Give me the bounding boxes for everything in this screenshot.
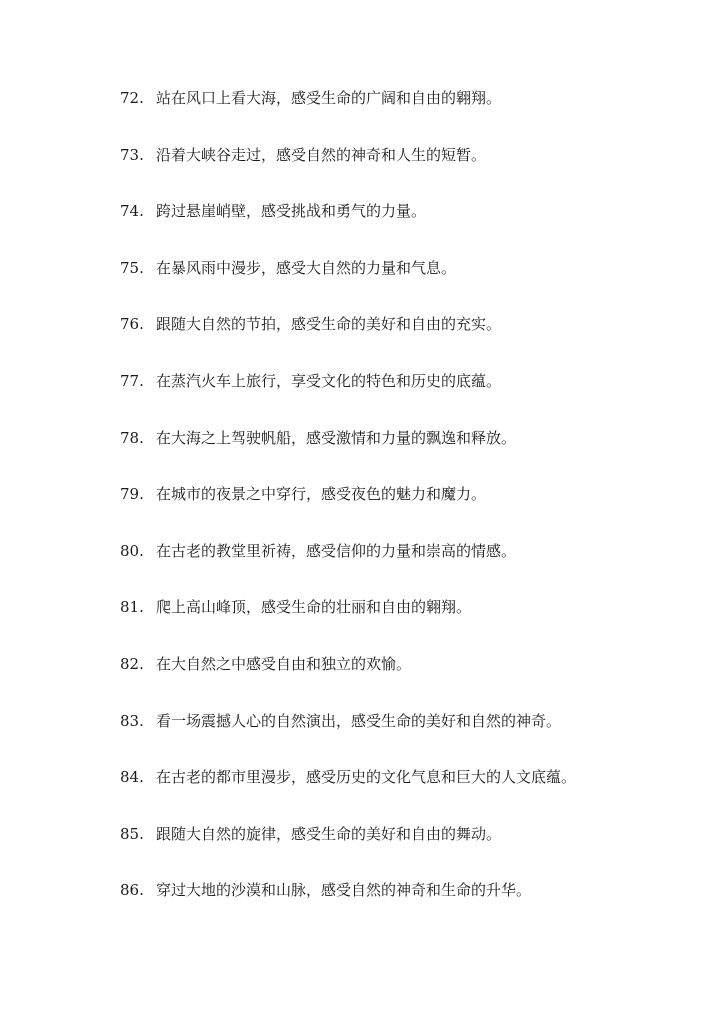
item-text: 在蒸汽火车上旅行，享受文化的特色和历史的底蕴。 <box>156 371 502 390</box>
list-item <box>120 765 700 822</box>
list-item <box>120 878 700 935</box>
list-item <box>120 312 700 369</box>
item-text: 在大海之上驾驶帆船，感受激情和力量的飘逸和释放。 <box>156 428 517 447</box>
item-number: 79. <box>120 485 144 504</box>
list-item <box>120 539 700 596</box>
item-number: 75. <box>120 258 144 277</box>
item-number: 85. <box>120 824 144 843</box>
list-item <box>120 652 700 709</box>
list-item <box>120 143 700 200</box>
item-text: 在城市的夜景之中穿行，感受夜色的魅力和魔力。 <box>156 485 487 504</box>
list-item <box>120 86 700 143</box>
numbered-list <box>120 86 700 935</box>
item-number: 73. <box>120 145 144 164</box>
list-item <box>120 595 700 652</box>
item-text: 看一场震撼人心的自然演出，感受生命的美好和自然的神奇。 <box>156 711 562 730</box>
item-text: 在古老的都市里漫步，感受历史的文化气息和巨大的人文底蕴。 <box>156 768 577 787</box>
list-item <box>120 199 700 256</box>
item-number: 81. <box>120 598 144 617</box>
item-text: 穿过大地的沙漠和山脉，感受自然的神奇和生命的升华。 <box>156 881 532 900</box>
item-text: 在暴风雨中漫步，感受大自然的力量和气息。 <box>156 258 457 277</box>
item-text: 在古老的教堂里祈祷，感受信仰的力量和崇高的情感。 <box>156 541 517 560</box>
item-number: 78. <box>120 428 144 447</box>
item-number: 84. <box>120 768 144 787</box>
item-number: 76. <box>120 315 144 334</box>
item-text: 沿着大峡谷走过，感受自然的神奇和人生的短暂。 <box>156 145 487 164</box>
item-number: 83. <box>120 711 144 730</box>
item-number: 86. <box>120 881 144 900</box>
item-text: 在大自然之中感受自由和独立的欢愉。 <box>156 654 412 673</box>
item-text: 跨过悬崖峭壁，感受挑战和勇气的力量。 <box>156 202 427 221</box>
list-item <box>120 482 700 539</box>
list-item <box>120 426 700 483</box>
item-text: 站在风口上看大海，感受生命的广阔和自由的翱翔。 <box>156 89 502 107</box>
item-number: 74. <box>120 202 144 221</box>
list-item <box>120 256 700 313</box>
item-number: 82. <box>120 654 144 673</box>
item-text: 爬上高山峰顶，感受生命的壮丽和自由的翱翔。 <box>156 598 472 617</box>
list-item <box>120 822 700 879</box>
item-number: 80. <box>120 541 144 560</box>
item-text: 跟随大自然的旋律，感受生命的美好和自由的舞动。 <box>156 824 502 843</box>
item-number: 77. <box>120 371 144 390</box>
list-item <box>120 709 700 766</box>
item-number: 72. <box>120 89 144 107</box>
item-text: 跟随大自然的节拍，感受生命的美好和自由的充实。 <box>156 315 502 334</box>
list-item <box>120 369 700 426</box>
